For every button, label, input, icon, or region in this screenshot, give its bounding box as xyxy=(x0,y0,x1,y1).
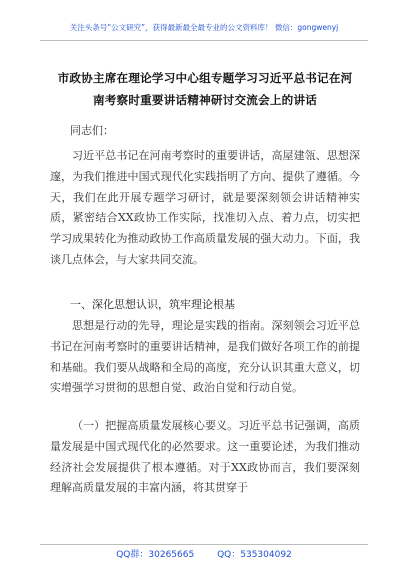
document-title-line-1: 市政协主席在理论学习中心组专题学习习近平总书记在河 xyxy=(57,71,353,85)
document-title-line-2: 南考察时重要讲话精神研讨交流会上的讲话 xyxy=(92,93,318,107)
footer-qq-group: QQ群：30265665 xyxy=(116,550,195,560)
header-divider xyxy=(40,40,368,41)
header-notice: 关注头条号“公文研究”，获得最新最全最专业的公文资料库！ 微信：gongwenyj xyxy=(69,23,339,32)
paragraph-intro: 习近平总书记在河南考察时的重要讲话，高屋建瓴、思想深邃，为我们推进中国式现代化实践指明了方向、提供了遵循。今天，我们在此开展专题学习研讨，就是要深刻领会讲话精神实质，紧密结合XX政协工作实际，找准切入点、着力点，切实把学习成果转化为推动政协工作高质量发展的强大动力。下面，我谈几点体会，与大家共同交流。 xyxy=(50,149,360,266)
footer-qq: QQ：535304092 xyxy=(217,550,292,560)
paragraph-section1: 思想是行动的先导，理论是实践的指南。深刻领会习近平总书记在河南考察时的重要讲话精神，是我们做好各项工作的前提和基础。我们要从战略和全局的高度，充分认识其重大意义，切实增强学习贯彻的思想自觉、政治自觉和行动自觉。 xyxy=(50,319,360,395)
greeting: 同志们： xyxy=(70,124,114,137)
footer-contact xyxy=(0,547,408,560)
paragraph-subsection1: （一）把握高质量发展核心要义。习近平总书记强调，高质量发展是中国式现代化的必然要求。这一重要论述，为我们推动经济社会发展提供了根本遵循。对于XX政协而言，我们要深刻理解高质量发展的丰富内涵，将其贯穿于 xyxy=(50,419,360,495)
footer-divider xyxy=(40,544,368,545)
section-heading: 一、深化思想认识，筑牢理论根基 xyxy=(70,298,235,311)
